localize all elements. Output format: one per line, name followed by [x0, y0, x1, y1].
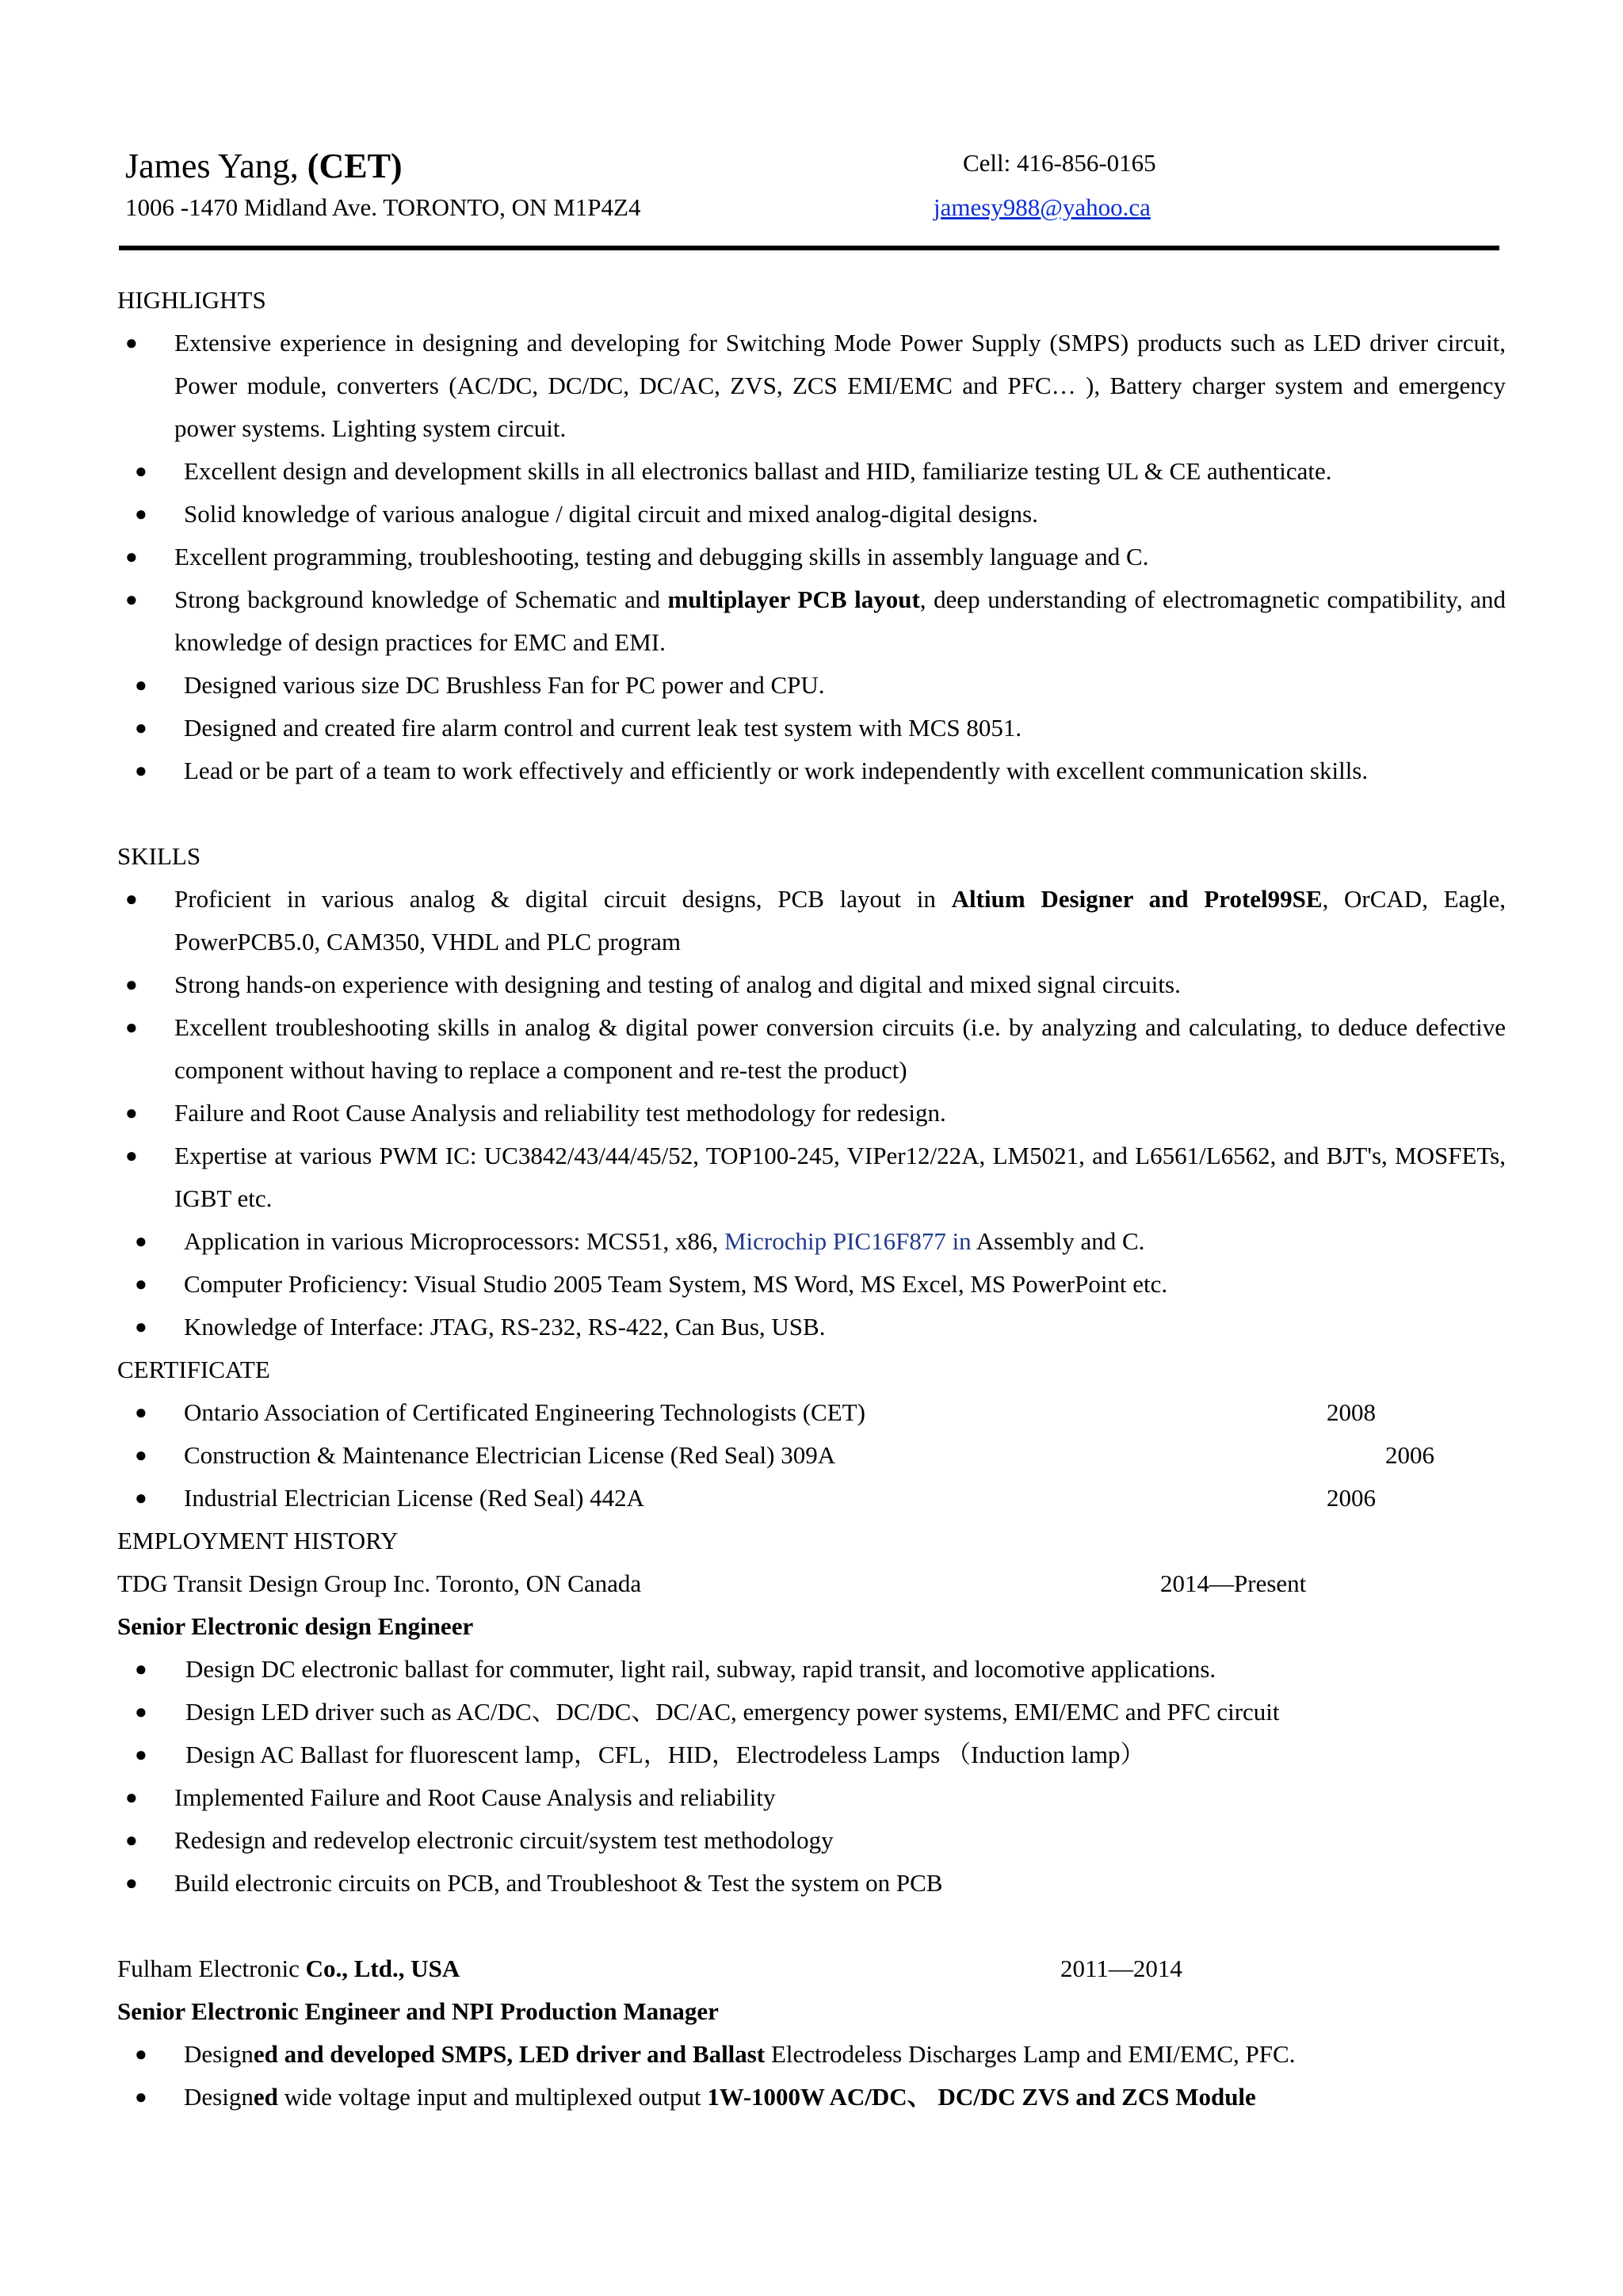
bullet-icon: ● — [125, 588, 138, 611]
list-item: ● Implemented Failure and Root Cause Analysis and reliability — [117, 1776, 1506, 1819]
list-item: ● Lead or be part of a team to work effectively and efficiently or work independently with excellent communication skills. — [117, 749, 1506, 792]
certificate-year: 2006 — [1385, 1441, 1434, 1469]
header-divider — [119, 246, 1499, 250]
section-title-highlights: HIGHLIGHTS — [117, 286, 266, 314]
list-item: ● Industrial Electrician License (Red Seal) 442A 2006 — [117, 1477, 1506, 1520]
company-name: TDG Transit Design Group Inc. Toronto, ON Canada — [117, 1569, 642, 1597]
list-item: ● Excellent troubleshooting skills in analog & digital power conversion circuits (i.e. by analyzing and calculating, to deduce defective component without having to replace a component and re-test the product) — [117, 1006, 1506, 1092]
list-item: ● Construction & Maintenance Electrician License (Red Seal) 309A 2006 — [117, 1434, 1506, 1477]
bullet-icon: ● — [125, 545, 138, 568]
list-item: ● Knowledge of Interface: JTAG, RS-232, RS-422, Can Bus, USB. — [117, 1306, 1506, 1348]
certificate-year: 2006 — [1327, 1484, 1376, 1512]
candidate-name — [125, 149, 403, 184]
certificate-year: 2008 — [1327, 1398, 1376, 1426]
bullet-icon: ● — [135, 1743, 147, 1766]
list-item: ● Designed and developed SMPS, LED driver and Ballast Electrodeless Discharges Lamp and EMI/EMC, PFC. — [117, 2033, 1506, 2076]
company-name: Fulham Electronic Co., Ltd., USA — [117, 1955, 460, 1982]
bullet-icon: ● — [125, 1786, 138, 1809]
job-duties — [117, 2033, 1506, 2119]
bullet-icon: ● — [135, 673, 147, 696]
job-header — [117, 1562, 1506, 1605]
skills-list — [117, 878, 1506, 1348]
section-title-skills: SKILLS — [117, 842, 201, 870]
bullet-icon: ● — [135, 1657, 147, 1680]
list-item: ● Designed wide voltage input and multiplexed output 1W-1000W AC/DC、 DC/DC ZVS and ZCS Module — [117, 2076, 1506, 2119]
list-item: ● Application in various Microprocessors: MCS51, x86, Microchip PIC16F877 in Assembly and C. — [117, 1220, 1506, 1263]
address: 1006 -1470 Midland Ave. TORONTO, ON M1P4Z4 — [125, 193, 641, 221]
job-title: Senior Electronic Engineer and NPI Production Manager — [117, 1997, 719, 2025]
bullet-icon: ● — [135, 460, 147, 482]
bullet-icon: ● — [135, 1230, 147, 1253]
name-text: James Yang, — [125, 147, 299, 185]
bullet-icon: ● — [125, 1101, 138, 1124]
credential-text: (CET) — [307, 147, 403, 185]
list-item: ● Computer Proficiency: Visual Studio 2005 Team System, MS Word, MS Excel, MS PowerPoint etc. — [117, 1263, 1506, 1306]
section-title-employment: EMPLOYMENT HISTORY — [117, 1527, 399, 1554]
list-item: ● Ontario Association of Certificated Engineering Technologists (CET) 2008 — [117, 1391, 1506, 1434]
bullet-icon: ● — [135, 2042, 147, 2065]
list-item: ● Strong background knowledge of Schematic and multiplayer PCB layout, deep understanding of electromagnetic compatibility, and knowledge of design practices for EMC and EMI. — [117, 578, 1506, 664]
list-item: ● Excellent programming, troubleshooting, testing and debugging skills in assembly language and C. — [117, 536, 1506, 578]
bullet-icon: ● — [135, 502, 147, 525]
list-item: ● Design DC electronic ballast for commuter, light rail, subway, rapid transit, and locomotive applications. — [117, 1648, 1506, 1691]
list-item: ● Build electronic circuits on PCB, and Troubleshoot & Test the system on PCB — [117, 1862, 1506, 1905]
bullet-icon: ● — [135, 1700, 147, 1723]
section-title-certificate: CERTIFICATE — [117, 1356, 270, 1383]
list-item: ● Designed various size DC Brushless Fan for PC power and CPU. — [117, 664, 1506, 707]
list-item: ● Strong hands-on experience with designing and testing of analog and digital and mixed signal circuits. — [117, 963, 1506, 1006]
highlights-list — [117, 322, 1506, 792]
list-item: ● Expertise at various PWM IC: UC3842/43/44/45/52, TOP100-245, VIPer12/22A, LM5021, and L6561/L6562, and BJT's, MOSFETs, IGBT etc. — [117, 1135, 1506, 1220]
bullet-icon: ● — [135, 2085, 147, 2108]
bullet-icon: ● — [125, 887, 138, 910]
bullet-icon: ● — [125, 1871, 138, 1894]
bullet-icon: ● — [135, 1486, 147, 1509]
list-item: ● Design AC Ballast for fluorescent lamp，CFL，HID，Electrodeless Lamps （Induction lamp） — [117, 1733, 1506, 1776]
bullet-icon: ● — [125, 331, 138, 354]
job-dates: 2011—2014 — [1060, 1955, 1182, 1982]
bullet-icon: ● — [135, 716, 147, 739]
list-item: ● Extensive experience in designing and developing for Switching Mode Power Supply (SMPS) products such as LED driver circuit, Power module, converters (AC/DC, DC/DC, DC/AC, ZVS, ZCS EMI/EMC and PFC… ), Battery charger system and emergency power systems. Lighting system circuit. — [117, 322, 1506, 450]
resume-body — [117, 279, 1506, 2119]
certificate-list — [117, 1391, 1506, 1520]
job-dates: 2014—Present — [1160, 1569, 1307, 1597]
job-duties — [117, 1648, 1506, 1905]
email-link[interactable]: jamesy988@yahoo.ca — [934, 193, 1151, 221]
bullet-icon: ● — [125, 973, 138, 996]
bullet-icon: ● — [125, 1829, 138, 1852]
bullet-icon: ● — [135, 1272, 147, 1295]
bullet-icon: ● — [135, 1401, 147, 1424]
list-item: ● Solid knowledge of various analogue / digital circuit and mixed analog-digital designs. — [117, 493, 1506, 536]
list-item: ● Design LED driver such as AC/DC、DC/DC、DC/AC, emergency power systems, EMI/EMC and PFC circuit — [117, 1691, 1506, 1733]
list-item: ● Proficient in various analog & digital circuit designs, PCB layout in Altium Designer and Protel99SE, OrCAD, Eagle, PowerPCB5.0, CAM350, VHDL and PLC program — [117, 878, 1506, 963]
job-title: Senior Electronic design Engineer — [117, 1612, 474, 1640]
cell-phone: Cell: 416-856-0165 — [963, 149, 1156, 177]
bullet-icon: ● — [135, 759, 147, 782]
bullet-icon: ● — [135, 1315, 147, 1338]
list-item: ● Designed and created fire alarm control and current leak test system with MCS 8051. — [117, 707, 1506, 749]
list-item: ● Redesign and redevelop electronic circuit/system test methodology — [117, 1819, 1506, 1862]
bullet-icon: ● — [135, 1444, 147, 1466]
bullet-icon: ● — [125, 1016, 138, 1039]
bullet-icon: ● — [125, 1144, 138, 1167]
list-item: ● Failure and Root Cause Analysis and reliability test methodology for redesign. — [117, 1092, 1506, 1135]
job-header — [117, 1947, 1506, 1990]
list-item: ● Excellent design and development skills in all electronics ballast and HID, familiarize testing UL & CE authenticate. — [117, 450, 1506, 493]
